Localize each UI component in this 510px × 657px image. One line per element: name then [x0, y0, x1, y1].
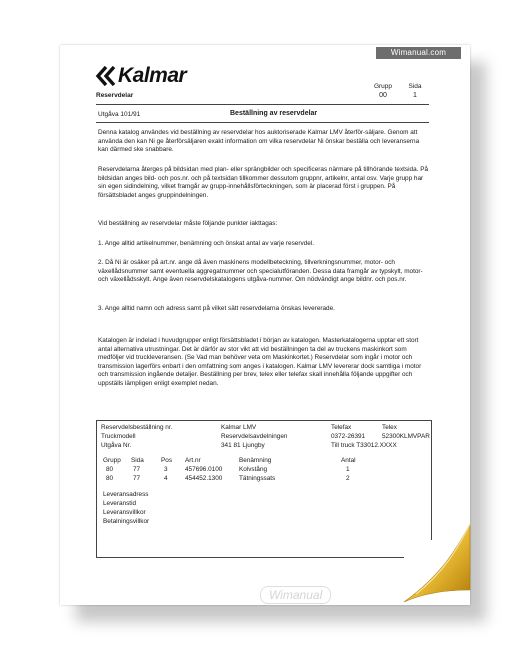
- kalmar-logo-icon: [95, 66, 119, 86]
- table-row-1-article-number: 457696.0100: [185, 466, 223, 473]
- catalog-structure-paragraph: Reservdelarna återges på bildsidan med plan- eller sprängbilder och specificeras närmare på tillhörande textsida. På bildsidan anges bild- och pos.nr. och på textsidan tillkommer dessutom gruppnr, artikelnr, antal osv. Varje grupp har sin egen sidindelning, vilket framgår av grupp-innehållsförteckningen, som är placerad först i gruppen. På försättsbladet anges gruppindelningen.: [98, 166, 429, 199]
- bottom-watermark: Wimanual: [260, 586, 331, 604]
- issue-number: Utgåva 101/91: [98, 111, 141, 118]
- table-row-2-page: 77: [133, 475, 141, 482]
- logo-text: Kalmar: [118, 64, 187, 87]
- form-telex-label: Telex: [382, 424, 397, 431]
- page-value: 1: [413, 92, 417, 99]
- column-header-page: Sida: [131, 457, 144, 464]
- form-department: Reservdelsavdelningen: [221, 433, 288, 440]
- form-truck-reference: Till truck T33012.XXXX: [331, 442, 397, 449]
- column-header-position: Pos: [161, 457, 173, 464]
- column-header-group: Grupp: [103, 457, 121, 464]
- table-row-1-quantity: 1: [346, 466, 350, 473]
- form-address: 341 81 Ljungby: [221, 442, 265, 449]
- table-row-1-description: Kolvstång: [239, 466, 268, 473]
- delivery-address-label: Leveransadress: [103, 491, 149, 498]
- table-row-1-page: 77: [133, 466, 141, 473]
- instruction-item-3: 3. Ange alltid namn och adress samt på vilket sätt reservdelarna önskas levererade.: [98, 305, 335, 312]
- page-label: Sida: [408, 83, 422, 90]
- catalog-subtitle: Reservdelar: [96, 92, 134, 99]
- catalog-info-paragraph: Katalogen är indelad i huvudgrupper enligt försättsbladet i början av katalogen. Masterkatalogerna upptar ett stort antal alternativa utrustningar. Det är därför av stor vikt att vid beställningen ta del av truckens maskinkort som medföljer vid truckleveransen. (Se Vad man behöver veta om Maskinkortet.) Reservdelar som ingår i motor och transmission lagerförs enbart i den omfattning som anges i katalogen. Kalmar LMV levererar dock samtliga i motor och transmission ingående detaljer. Beställning per brev, telex eller telefax skall innehålla följande uppgifter och uppställs lämpligen enligt exemplet nedan.: [98, 337, 422, 387]
- form-order-number-label: Reservdelsbeställning nr.: [101, 424, 173, 431]
- column-header-description: Benämning: [239, 457, 272, 464]
- table-row-2-position: 4: [164, 475, 168, 482]
- form-truck-model-label: Truckmodell: [101, 433, 136, 440]
- form-fax-label: Telefax: [331, 424, 352, 431]
- form-telex-number: 52300KLMVPAR: [382, 433, 430, 440]
- table-row-2-quantity: 2: [346, 475, 350, 482]
- group-column: [368, 83, 398, 99]
- header-divider: [96, 104, 429, 105]
- table-row-2-article-number: 454452.1300: [185, 475, 223, 482]
- column-header-article-number: Art.nr: [185, 457, 201, 464]
- delivery-terms-label: Leveransvillkor: [103, 509, 146, 516]
- form-fax-number: 0372-26391: [331, 433, 366, 440]
- order-example-form: [96, 420, 432, 558]
- instruction-item-1: 1. Ange alltid artikelnummer, benämning och önskat antal av varje reservdel.: [98, 240, 314, 247]
- instruction-item-2: 2. Då Ni är osäker på art.nr. ange då även maskinens modellbeteckning, tillverkningsnummer, motor- och växellådsnummer samt eventuella aggregatnummer och specialutföranden. Dessa data framgår av typskylt, motor- och växellådsskylt. Ange även reservdelskatalogens utgåva-nummer. Om nödvändigt ange bildnr. och pos.nr.: [98, 259, 423, 284]
- table-row-1-group: 80: [106, 466, 114, 473]
- page-number-column: [400, 83, 430, 99]
- column-header-quantity: Antal: [341, 457, 356, 464]
- group-label: Grupp: [373, 83, 393, 90]
- group-value: 00: [379, 92, 387, 99]
- table-row-1-position: 3: [164, 466, 168, 473]
- delivery-time-label: Leveranstid: [103, 500, 137, 507]
- table-row-2-description: Tätningssats: [239, 475, 276, 482]
- instructions-heading: Vid beställning av reservdelar måste följande punkter iakttagas:: [98, 220, 278, 227]
- table-row-2-group: 80: [106, 475, 114, 482]
- intro-paragraph: Denna katalog användes vid beställning av reservdelar hos auktoriserade Kalmar LMV återför-säljare. Genom att använda den kan Ni ge återförsäljaren exakt information om vilka reservdelar Ni önskar beställa och leveranserna kan därmed ske snabbare.: [98, 129, 420, 154]
- title-divider: [96, 122, 429, 123]
- document-title: Beställning av reservdelar: [230, 110, 318, 117]
- page-curl-icon: [396, 520, 476, 610]
- form-company-name: Kalmar LMV: [221, 424, 257, 431]
- top-watermark: Wimanual.com: [376, 47, 461, 59]
- form-issue-label: Utgåva Nr.: [101, 442, 132, 449]
- payment-terms-label: Betalningsvillkor: [103, 518, 150, 525]
